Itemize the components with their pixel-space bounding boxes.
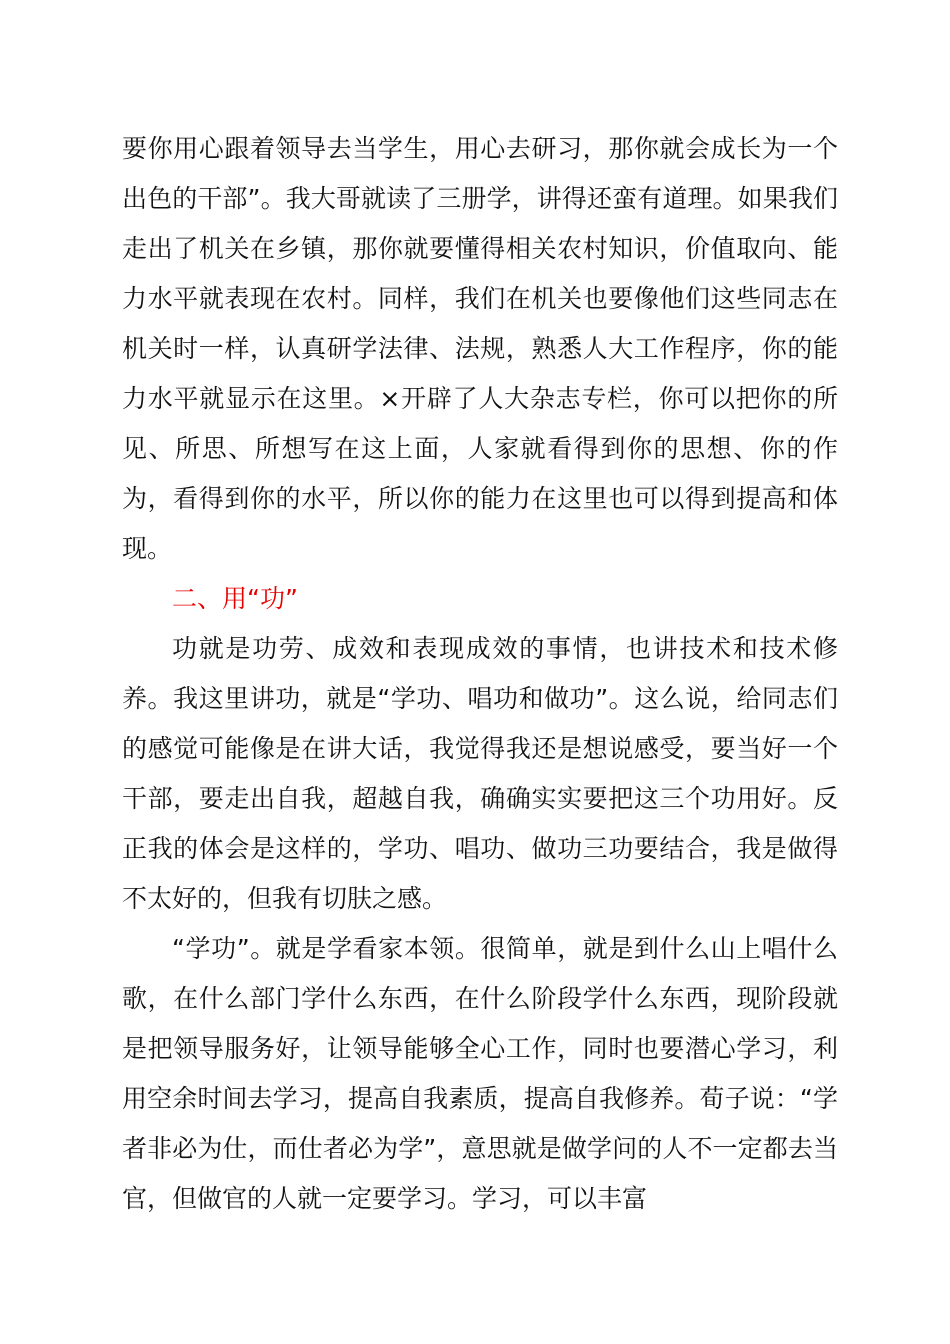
document-page — [122, 124, 838, 1224]
paragraph-gong-definition: 功就是功劳、成效和表现成效的事情，也讲技术和技术修养。我这里讲功，就是“学功、唱功和做功”。这么说，给同志们的感觉可能像是在讲大话，我觉得我还是想说感受，要当好一个干部，要走出自我，超越自我，确确实实要把这三个功用好。反正我的体会是这样的，学功、唱功、做功三功要结合，我是做得不太好的，但我有切肤之感。 — [122, 634, 838, 913]
section-heading: 二、用“功” — [172, 584, 298, 613]
paragraph-continuation: 要你用心跟着领导去当学生，用心去研习，那你就会成长为一个出色的干部”。我大哥就读了三册学，讲得还蛮有道理。如果我们走出了机关在乡镇，那你就要懂得相关农村知识，价值取向、能力水平就表现在农村。同样，我们在机关也要像他们这些同志在机关时一样，认真研学法律、法规，熟悉人大工作程序，你的能力水平就显示在这里。×开辟了人大杂志专栏，你可以把你的所见、所思、所想写在这上面，人家就看得到你的思想、你的作为，看得到你的水平，所以你的能力在这里也可以得到提高和体现。 — [122, 134, 838, 563]
paragraph-xuegong: “学功”。就是学看家本领。很简单，就是到什么山上唱什么歌，在什么部门学什么东西，在什么阶段学什么东西，现阶段就是把领导服务好，让领导能够全心工作，同时也要潜心学习，利用空余时间去学习，提高自我素质，提高自我修养。荀子说：“学者非必为仕，而仕者必为学”，意思就是做学问的人不一定都去当官，但做官的人就一定要学习。学习，可以丰富 — [122, 934, 838, 1213]
